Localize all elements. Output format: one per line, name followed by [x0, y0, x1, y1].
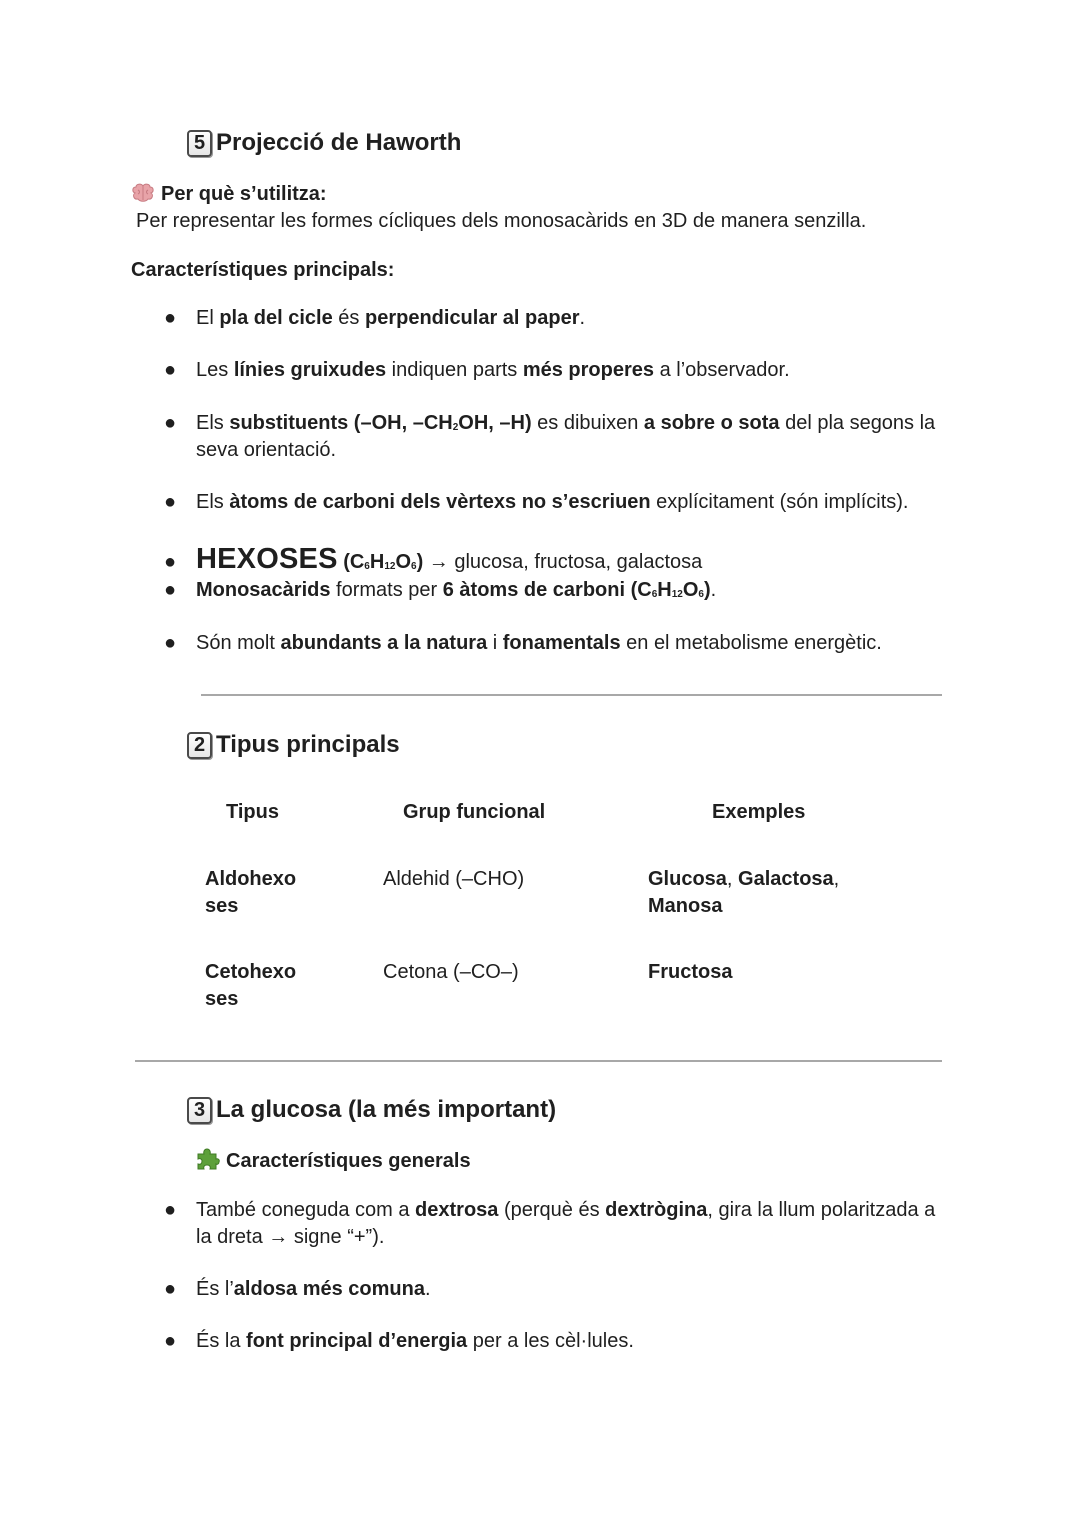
bullet-icon: ●: [164, 412, 177, 434]
list-item: També coneguda com a dextrosa (perquè és dextrògina, gira la llum polaritzada a la dreta → signe “+”).: [196, 1199, 936, 1248]
section-3-heading: [187, 1096, 556, 1124]
table-cell-group: Cetona (–CO–): [383, 961, 519, 983]
list-item: És la font principal d’energia per a les cèl·lules.: [196, 1330, 634, 1352]
list-item: Els àtoms de carboni dels vèrtexs no s’escriuen explícitament (són implícits).: [196, 491, 909, 513]
general-features-label: Característiques generals: [196, 1148, 471, 1175]
bullet-icon: ●: [164, 307, 177, 329]
bullet-icon: ●: [164, 1199, 177, 1221]
bullet-icon: ●: [164, 1330, 177, 1352]
number-3-icon: 3: [187, 1097, 212, 1124]
puzzle-icon: [196, 1148, 220, 1170]
list-item: Les línies gruixudes indiquen parts més properes a l’observador.: [196, 359, 790, 381]
table-cell-type: Aldohexo ses: [205, 868, 297, 917]
number-5-icon: 5: [187, 130, 212, 157]
list-item: Els substituents (–OH, $-CH_2OH$, –H) es dibuixen a sobre o sota del pla segons la seva orientació.: [196, 412, 936, 461]
bullet-icon: ●: [164, 632, 177, 654]
bullet-icon: ●: [164, 1278, 177, 1300]
number-2-icon: 2: [187, 732, 212, 759]
table-cell-type: Cetohexo ses: [205, 961, 297, 1010]
list-item: El pla del cicle és perpendicular al paper.: [196, 307, 586, 329]
bullet-icon: ●: [164, 579, 177, 601]
bullet-icon: ●: [164, 359, 177, 381]
table-cell-group: Aldehid (–CHO): [383, 868, 525, 890]
list-item: Són molt abundants a la natura i fonamentals en el metabolisme energètic.: [196, 632, 882, 654]
section-5-heading: [187, 129, 461, 157]
section-2-heading: [187, 731, 400, 759]
brain-icon: [131, 183, 155, 203]
table-header-examples: Exemples: [712, 801, 806, 823]
why-used-label: Per què s’utilitza:: [131, 181, 327, 208]
why-used-text: Per representar les formes cícliques dels monosacàrids en 3D de manera senzilla.: [136, 210, 867, 232]
list-item: Monosacàrids formats per 6 àtoms de carboni $(C_6H_{12}O_6)$.: [196, 579, 717, 601]
section-5-title: Projecció de Haworth: [216, 129, 462, 156]
list-item-hexoses: HEXOSES $(C_6H_{12}O_6) \to glucosa$, fructosa, galactosa: [196, 543, 703, 575]
list-item: És l’aldosa més comuna.: [196, 1278, 431, 1300]
table-header-group: Grup funcional: [403, 801, 546, 823]
bullet-icon: ●: [164, 491, 177, 513]
table-header-type: Tipus: [226, 801, 279, 823]
table-cell-examples: Glucosa, Galactosa, Manosa: [648, 868, 840, 917]
divider: [201, 694, 942, 696]
section-3-title: La glucosa (la més important): [216, 1096, 557, 1123]
section-2-title: Tipus principals: [216, 731, 400, 758]
divider: [135, 1060, 942, 1062]
bullet-icon: ●: [164, 551, 177, 573]
features-label: Característiques principals:: [131, 259, 395, 281]
table-cell-examples: Fructosa: [648, 961, 733, 983]
